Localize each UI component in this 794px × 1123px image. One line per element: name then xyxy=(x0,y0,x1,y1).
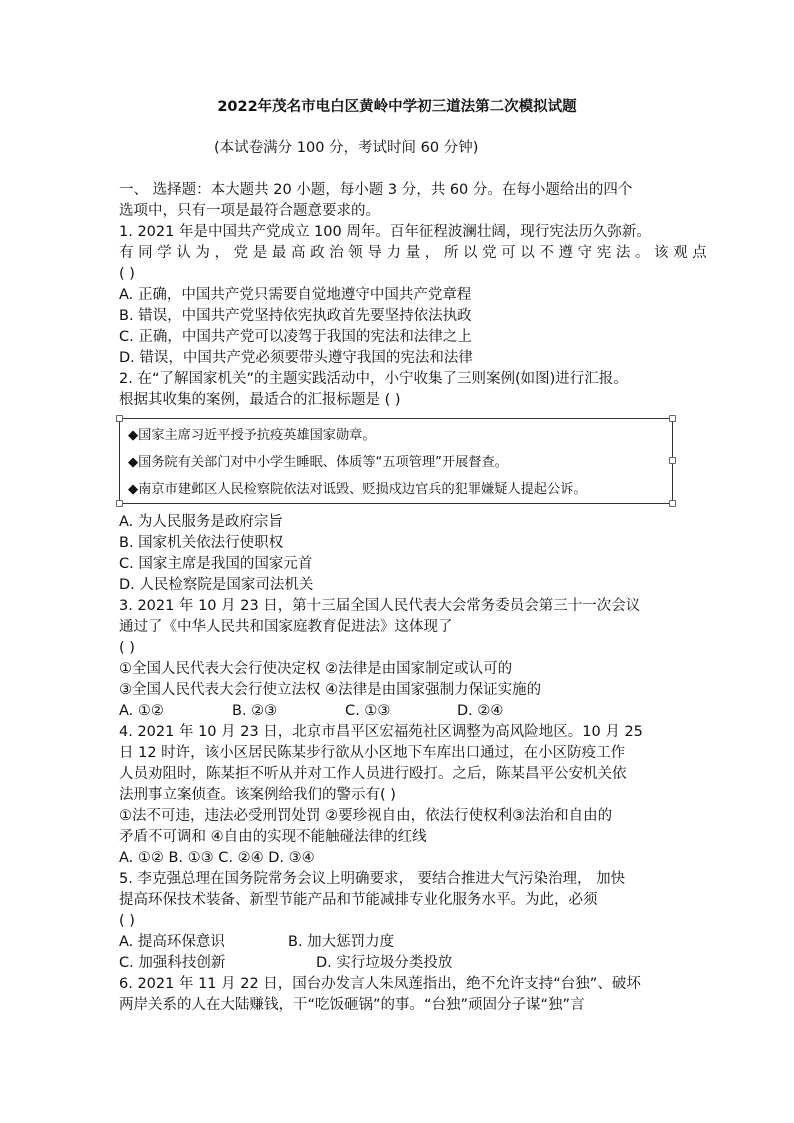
q2-case-box xyxy=(119,418,673,504)
box-handle-icon xyxy=(116,415,123,422)
q1-stem-line: 有 同 学 认 为 ， 党 是 最 高 政 治 领 导 力 量 ， 所 以 党 可 以 不 遵 守 宪 法 。 该 观 点 xyxy=(119,245,707,261)
q5-answer-blank: ( ) xyxy=(119,913,135,929)
box-handle-icon xyxy=(669,457,676,464)
q4-stem-line: 日 12 时许，该小区居民陈某步行欲从小区地下车库出口通过，在小区防疫工作 xyxy=(119,745,626,761)
q1-option-c: C. 正确，中国共产党可以凌驾于我国的宪法和法律之上 xyxy=(119,329,472,345)
q2-case-item: ◆国务院有关部门对中小学生睡眠、体质等“五项管理”开展督查。 xyxy=(128,455,508,470)
box-handle-icon xyxy=(669,500,676,507)
q4-options: A. ①② B. ①③ C. ②④ D. ③④ xyxy=(119,850,315,866)
q1-stem-line: 1. 2021 年是中国共产党成立 100 周年。百年征程波澜壮阔，现行宪法历久弥新。 xyxy=(119,224,651,240)
q1-option-b: B. 错误，中国共产党坚持依宪执政首先要坚持依法执政 xyxy=(119,308,472,324)
q4-statement-line: ①法不可违，违法必受刑罚处罚 ②要珍视自由，依法行使权利③法治和自由的 xyxy=(119,808,613,824)
q3-option-c: C. ①③ xyxy=(345,703,391,719)
q1-option-a: A. 正确，中国共产党只需要自觉地遵守中国共产党章程 xyxy=(119,287,472,303)
q4-stem-line: 法刑事立案侦查。该案例给我们的警示有( ) xyxy=(119,787,396,803)
q1-option-d: D. 错误，中国共产党必须要带头遵守我国的宪法和法律 xyxy=(119,350,473,366)
section-intro-line: 选项中，只有一项是最符合题意要求的。 xyxy=(119,203,380,219)
q2-option-c: C. 国家主席是我国的国家元首 xyxy=(119,556,313,572)
q4-statement-line: 矛盾不可调和 ④自由的实现不能触碰法律的红线 xyxy=(119,829,427,845)
q2-case-item: ◆南京市建邺区人民检察院依法对诋毁、贬损戍边官兵的犯罪嫌疑人提起公诉。 xyxy=(128,482,587,497)
q5-stem-line: 5. 李克强总理在国务院常务会议上明确要求， 要结合推进大气污染治理， 加快 xyxy=(119,871,626,887)
q2-option-a: A. 为人民服务是政府宗旨 xyxy=(119,514,283,530)
box-handle-icon xyxy=(669,415,676,422)
q5-option-c: C. 加强科技创新 xyxy=(119,955,226,971)
q2-case-item: ◆国家主席习近平授予抗疫英雄国家勋章。 xyxy=(128,428,376,443)
q3-option-b: B. ②③ xyxy=(232,703,278,719)
q4-stem-line: 人员劝阻时，陈某拒不听从并对工作人员进行殴打。之后，陈某昌平公安机关依 xyxy=(119,766,627,782)
q3-option-a: A. ①② xyxy=(119,703,164,719)
q6-stem-line: 两岸关系的人在大陆赚钱，干“吃饭砸锅”的事。“台独”顽固分子谋“独”言 xyxy=(119,997,585,1013)
q3-statement-line: ③全国人民代表大会行使立法权 ④法律是由国家强制力保证实施的 xyxy=(119,682,542,698)
q2-stem-line: 2. 在“了解国家机关”的主题实践活动中，小宁收集了三则案例(如图)进行汇报。 xyxy=(119,371,628,387)
q5-option-a: A. 提高环保意识 xyxy=(119,934,225,950)
q5-stem-line: 提高环保技术装备、新型节能产品和节能减排专业化服务水平。为此，必须 xyxy=(119,892,598,908)
q5-option-d: D. 实行垃圾分类投放 xyxy=(316,955,453,971)
document-subtitle: (本试卷满分 100 分，考试时间 60 分钟) xyxy=(214,140,479,156)
document-title: 2022年茂名市电白区黄岭中学初三道法第二次模拟试题 xyxy=(217,99,577,115)
q2-option-b: B. 国家机关依法行使职权 xyxy=(119,535,284,551)
q4-stem-line: 4. 2021 年 10 月 23 日，北京市昌平区宏福苑社区调整为高风险地区。10 月 25 xyxy=(119,724,643,740)
section-intro-line: 一、 选择题：本大题共 20 小题，每小题 3 分，共 60 分。在每小题给出的四个 xyxy=(119,182,633,198)
q2-option-d: D. 人民检察院是国家司法机关 xyxy=(119,577,314,593)
q6-stem-line: 6. 2021 年 11 月 22 日，国台办发言人朱凤莲指出，绝不允许支持“台独”、破坏 xyxy=(119,976,641,992)
q3-stem-line: 3. 2021 年 10 月 23 日，第十三届全国人民代表大会常务委员会第三十一次会议 xyxy=(119,598,641,614)
q5-option-b: B. 加大惩罚力度 xyxy=(288,934,395,950)
q3-answer-blank: ( ) xyxy=(119,640,135,656)
q1-answer-blank: ( ) xyxy=(119,266,135,282)
q3-stem-line: 通过了《中华人民共和国家庭教育促进法》这体现了 xyxy=(119,619,453,635)
box-handle-icon xyxy=(116,500,123,507)
q2-stem-line: 根据其收集的案例，最适合的汇报标题是 ( ) xyxy=(119,392,401,408)
q3-statement-line: ①全国人民代表大会行使决定权 ②法律是由国家制定或认可的 xyxy=(119,661,513,677)
q3-option-d: D. ②④ xyxy=(457,703,504,719)
